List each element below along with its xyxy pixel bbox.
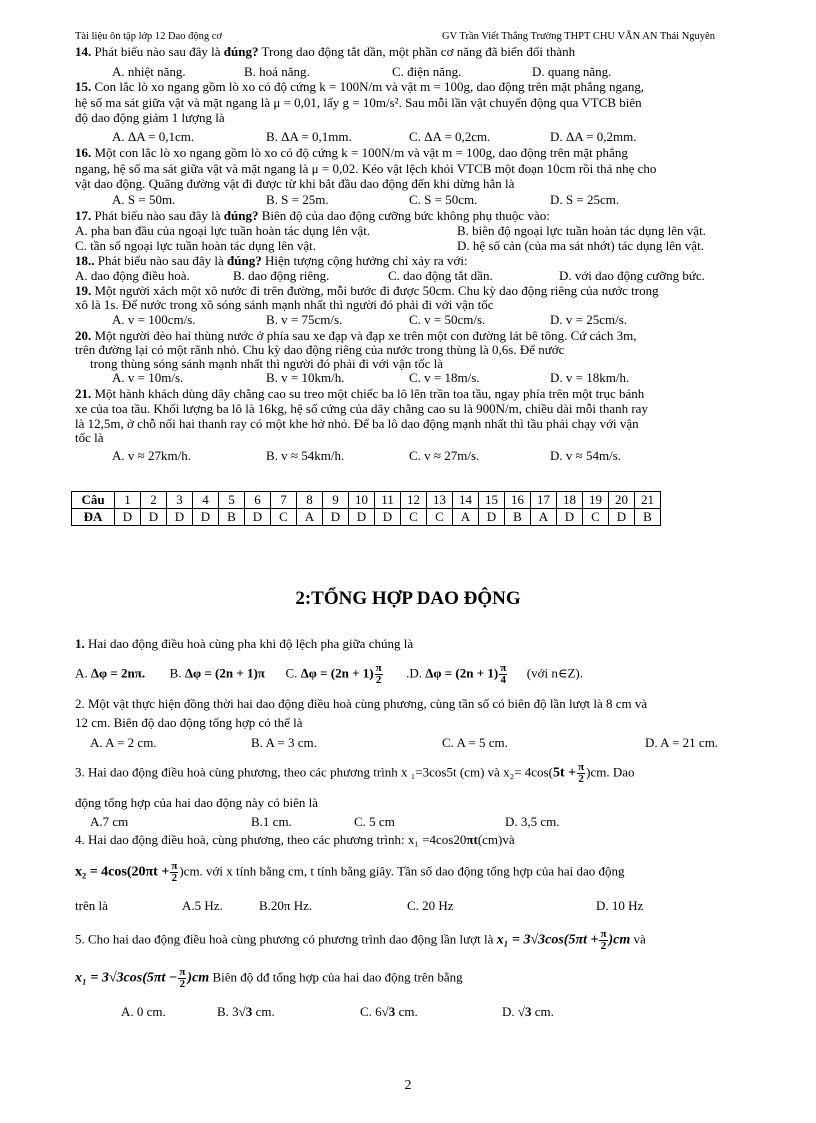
- q17-option-c: C. tần số ngoại lực tuần hoàn tác dụng lên vật.: [75, 238, 316, 253]
- question-16-line1: 16. Một con lắc lò xo ngang gồm lò xo có độ cứng k = 100N/m và vật m = 100g, dao động trên mặt phẳng: [75, 145, 628, 160]
- answer-table-answer-value: D: [349, 509, 375, 526]
- answer-table-answer-row: [72, 509, 661, 526]
- p2-q3-option-d: D. 3,5 cm.: [505, 814, 560, 829]
- p2-question-4-line3: trên là: [75, 898, 108, 913]
- answer-table-question-number: 16: [505, 492, 531, 509]
- q21-option-d: D. v ≈ 54m/s.: [550, 448, 622, 463]
- p2-q4-option-a: A.5 Hz.: [182, 898, 223, 913]
- answer-table-question-number: 15: [479, 492, 505, 509]
- answer-table-answer-value: D: [609, 509, 635, 526]
- p2-q5-option-d: D. √3 cm.: [502, 1004, 554, 1019]
- question-16-line2: ngang, hệ số ma sát giữa vật và mặt ngang là μ = 0,02. Kéo vật lệch khỏi VTCB một đoạn 10cm rồi thả nhẹ cho: [75, 161, 657, 176]
- answer-table-answer-value: D: [479, 509, 505, 526]
- p2-question-1: 1. Hai dao động điều hoà cùng pha khi độ lệch pha giữa chúng là: [75, 636, 414, 651]
- answer-table-question-number: 18: [557, 492, 583, 509]
- answer-table-answer-value: D: [375, 509, 401, 526]
- answer-table-question-number: 14: [453, 492, 479, 509]
- answer-table-question-number: 19: [583, 492, 609, 509]
- answer-table-header-label: Câu: [72, 492, 115, 509]
- header-left: Tài liệu ôn tập lớp 12 Dao động cơ: [75, 31, 222, 42]
- answer-table-question-number: 17: [531, 492, 557, 509]
- answer-table-answer-value: A: [297, 509, 323, 526]
- question-19-line2: xô là 1s. Để nước trong xô sóng sánh mạnh nhất thì người đó phải đi với vận tốc: [75, 297, 494, 312]
- answer-table-question-number: 13: [427, 492, 453, 509]
- p2-q5-option-a: A. 0 cm.: [121, 1004, 166, 1019]
- answer-table-answer-value: B: [219, 509, 245, 526]
- q14-option-b: B. hoá năng.: [244, 64, 310, 79]
- answer-table-answer-value: C: [427, 509, 453, 526]
- p2-q5-option-c: C. 6√3 cm.: [360, 1004, 418, 1019]
- answer-table-question-number: 1: [115, 492, 141, 509]
- q14-option-c: C. điện năng.: [392, 64, 462, 79]
- q19-option-b: B. v = 75cm/s.: [266, 312, 343, 327]
- answer-table-question-number: 11: [375, 492, 401, 509]
- question-14: 14. Phát biểu nào sau đây là đúng? Trong dao động tắt dần, một phần cơ năng đã biến đổi thành: [75, 44, 576, 59]
- q16-option-d: D. S = 25cm.: [550, 192, 620, 207]
- question-15-line1: 15. Con lắc lò xo ngang gồm lò xo có độ cứng k = 100N/m và vật m = 100g, dao động trên mặt phẳng ngang,: [75, 79, 645, 94]
- p2-q3-option-b: B.1 cm.: [251, 814, 292, 829]
- question-19-line1: 19. Một người xách một xô nước đi trên đường, mỗi bước đi được 50cm. Chu kỳ dao động riêng của nước trong: [75, 283, 659, 298]
- answer-table-answer-value: C: [271, 509, 297, 526]
- question-21-line1: 21. Một hành khách dùng dây chằng cao su treo một chiếc ba lô lên trần toa tầu, ngay phía trên một trục bánh: [75, 386, 645, 401]
- q18-option-c: C. dao động tắt dần.: [388, 268, 493, 283]
- answer-table-answer-value: D: [115, 509, 141, 526]
- p2-q2-option-a: A. A = 2 cm.: [90, 735, 157, 750]
- q15-option-a: A. ΔA = 0,1cm.: [112, 129, 195, 144]
- answer-table-answer-value: C: [583, 509, 609, 526]
- question-21-line2: xe của toa tầu. Khối lượng ba lô là 16kg, hệ số cứng của dây chằng cao su là 900N/m, chiều dài mỗi thanh ray: [75, 401, 648, 416]
- p2-q1-options: A. Δφ = 2nπ. B. Δφ = (2n + 1)π C. Δφ = (2n + 1) $\frac{\pi}{2}$ .D. Δφ = (2n + 1) $\frac{\pi}{4}$ (với n∈Z).: [75, 662, 583, 686]
- answer-table-answer-value: A: [531, 509, 557, 526]
- q18-option-d: D. với dao động cưỡng bức.: [559, 268, 705, 283]
- q17-option-b: B. biên độ ngoại lực tuần hoàn tác dụng lên vật.: [457, 223, 706, 238]
- answer-table-answer-value: B: [505, 509, 531, 526]
- p2-question-3-line2: động tổng hợp của hai dao động này có biên là: [75, 795, 318, 810]
- p2-q2-option-c: C. A = 5 cm.: [442, 735, 508, 750]
- question-20-line1: 20. Một người đèo hai thùng nước ở phía sau xe đạp và đạp xe trên một con đường lát bê tông. Cứ cách 3m,: [75, 328, 637, 343]
- question-15-line2: hệ số ma sát giữa vật và mặt ngang là μ = 0,01, lấy g = 10m/s². Sau mỗi lần vật chuyển động qua VTCB biên: [75, 95, 642, 110]
- p2-question-5-line1: 5. Cho hai dao động điều hoà cùng phương có phương trình dao động lần lượt là x₁ = 3√3cos(5πt + $\frac{\pi}{2}$ )cm và: [75, 928, 646, 952]
- header-right: GV Trần Viết Thắng Trường THPT CHU VĂN AN Thái Nguyên: [442, 31, 715, 42]
- q17-option-a: A. pha ban đầu của ngoại lực tuần hoàn tác dụng lên vật.: [75, 223, 371, 238]
- p2-question-2-line1: 2. Một vật thực hiện đồng thời hai dao động điều hoà cùng phương, cùng tần số có biên độ lần lượt là 8 cm và: [75, 696, 648, 711]
- p2-q1-option-c-formula: Δφ = (2n + 1): [300, 665, 374, 681]
- q18-option-a: A. dao động điều hoà.: [75, 268, 190, 283]
- question-20-line3: trong thùng sóng sánh mạnh nhất thì người đó phải đi với vận tốc là: [90, 356, 443, 371]
- p2-q4-option-b: B.20π Hz.: [259, 898, 313, 913]
- section-title: 2:TỔNG HỢP DAO ĐỘNG: [295, 588, 521, 609]
- question-18: 18.. Phát biểu nào sau đây là đúng? Hiện tượng cộng hưởng chỉ xảy ra với:: [75, 253, 468, 268]
- answer-table-question-number: 2: [141, 492, 167, 509]
- question-16-line3: vật dao động. Quãng đường vật đi được từ khi bắt đầu dao động đến khi dừng hẳn là: [75, 176, 515, 191]
- question-15-line3: độ dao động giảm 1 lượng là: [75, 110, 225, 125]
- answer-table-answer-value: C: [401, 509, 427, 526]
- answer-table-question-number: 10: [349, 492, 375, 509]
- answer-table-question-number: 20: [609, 492, 635, 509]
- question-21-line4: tốc là: [75, 430, 104, 445]
- p2-question-4-line2: x₂ = 4cos(20πt + $\frac{\pi}{2}$ )cm. với x tính bằng cm, t tính bằng giây. Tần số dao động tổng hợp của hai dao động: [75, 860, 625, 884]
- answer-table-question-number: 21: [635, 492, 661, 509]
- answer-table: [71, 491, 661, 526]
- p2-q4-option-d: D. 10 Hz: [596, 898, 644, 913]
- answer-table-question-number: 7: [271, 492, 297, 509]
- answer-table-answer-value: D: [323, 509, 349, 526]
- answer-table-answer-value: A: [453, 509, 479, 526]
- answer-table-answer-value: B: [635, 509, 661, 526]
- question-20-line2: trên đường lại có một rãnh nhỏ. Chu kỳ dao động riêng của nước trong thùng là 0,6s. Để nước: [75, 342, 565, 357]
- p2-q2-option-d: D. A = 21 cm.: [645, 735, 719, 750]
- answer-table-answer-value: D: [245, 509, 271, 526]
- question-21-line3: là 12,5m, ở chỗ nối hai thanh ray có một khe hở nhỏ. Để ba lô dao động mạnh nhất thì tầu phải chạy với vận: [75, 416, 639, 431]
- q20-option-d: D. v = 18km/h.: [550, 370, 630, 385]
- q16-option-a: A. S = 50m.: [112, 192, 176, 207]
- answer-table-answer-value: D: [193, 509, 219, 526]
- answer-table-answer-value: D: [141, 509, 167, 526]
- q15-option-c: C. ΔA = 0,2cm.: [409, 129, 491, 144]
- answer-table-header-row: [72, 492, 661, 509]
- q19-option-d: D. v = 25cm/s.: [550, 312, 628, 327]
- q20-option-c: C. v = 18m/s.: [409, 370, 480, 385]
- q15-option-b: B. ΔA = 0,1mm.: [266, 129, 352, 144]
- q20-option-b: B. v = 10km/h.: [266, 370, 345, 385]
- answer-table-question-number: 4: [193, 492, 219, 509]
- q20-option-a: A. v = 10m/s.: [112, 370, 184, 385]
- p2-question-2-line2: 12 cm. Biên độ dao động tổng hợp có thể là: [75, 715, 303, 730]
- q19-option-c: C. v = 50cm/s.: [409, 312, 486, 327]
- p2-q1-option-d-formula: Δφ = (2n + 1): [425, 665, 499, 681]
- p2-q3-option-a: A.7 cm: [90, 814, 129, 829]
- q21-option-a: A. v ≈ 27km/h.: [112, 448, 191, 463]
- p2-q2-option-b: B. A = 3 cm.: [251, 735, 317, 750]
- q17-option-d: D. hệ số cản (của ma sát nhớt) tác dụng lên vật.: [457, 238, 704, 253]
- p2-question-4-line1: 4. Hai dao động điều hoà, cùng phương, theo các phương trình: x₁ =4cos20πt(cm)và: [75, 832, 515, 847]
- answer-table-answer-value: D: [557, 509, 583, 526]
- p2-question-3-line1: 3. Hai dao động điều hoà cùng phương, theo các phương trình x ₁=3cos5t (cm) và x₂= 4cos(5t + $\frac{\pi}{2}$ )cm. Dao: [75, 761, 635, 785]
- answer-table-answer-label: ĐA: [72, 509, 115, 526]
- answer-table-question-number: 6: [245, 492, 271, 509]
- q16-option-c: C. S = 50cm.: [409, 192, 478, 207]
- answer-table-answer-value: D: [167, 509, 193, 526]
- answer-table-question-number: 3: [167, 492, 193, 509]
- p2-question-5-line2: x₁ = 3√3cos(5πt − $\frac{\pi}{2}$ )cm Biên độ dđ tổng hợp của hai dao động trên bằng: [75, 966, 463, 990]
- page-number: 2: [404, 1078, 412, 1093]
- q19-option-a: A. v = 100cm/s.: [112, 312, 196, 327]
- p2-q3-option-c: C. 5 cm: [354, 814, 395, 829]
- q15-option-d: D. ΔA = 0,2mm.: [550, 129, 637, 144]
- answer-table-question-number: 12: [401, 492, 427, 509]
- p2-q5-option-b: B. 3√3 cm.: [217, 1004, 275, 1019]
- p2-q1-option-a-formula: Δφ = 2nπ.: [90, 665, 146, 681]
- p2-q4-option-c: C. 20 Hz: [407, 898, 454, 913]
- q16-option-b: B. S = 25m.: [266, 192, 329, 207]
- q18-option-b: B. dao động riêng.: [233, 268, 330, 283]
- q21-option-c: C. v ≈ 27m/s.: [409, 448, 480, 463]
- q14-option-d: D. quang năng.: [532, 64, 612, 79]
- p2-q1-option-b-formula: Δφ = (2n + 1)π: [184, 665, 265, 681]
- answer-table-question-number: 9: [323, 492, 349, 509]
- q21-option-b: B. v ≈ 54km/h.: [266, 448, 345, 463]
- answer-table-question-number: 8: [297, 492, 323, 509]
- q14-option-a: A. nhiệt năng.: [112, 64, 186, 79]
- answer-table-question-number: 5: [219, 492, 245, 509]
- question-17: 17. Phát biểu nào sau đây là đúng? Biên độ của dao động cưỡng bức không phụ thuộc vào:: [75, 208, 550, 223]
